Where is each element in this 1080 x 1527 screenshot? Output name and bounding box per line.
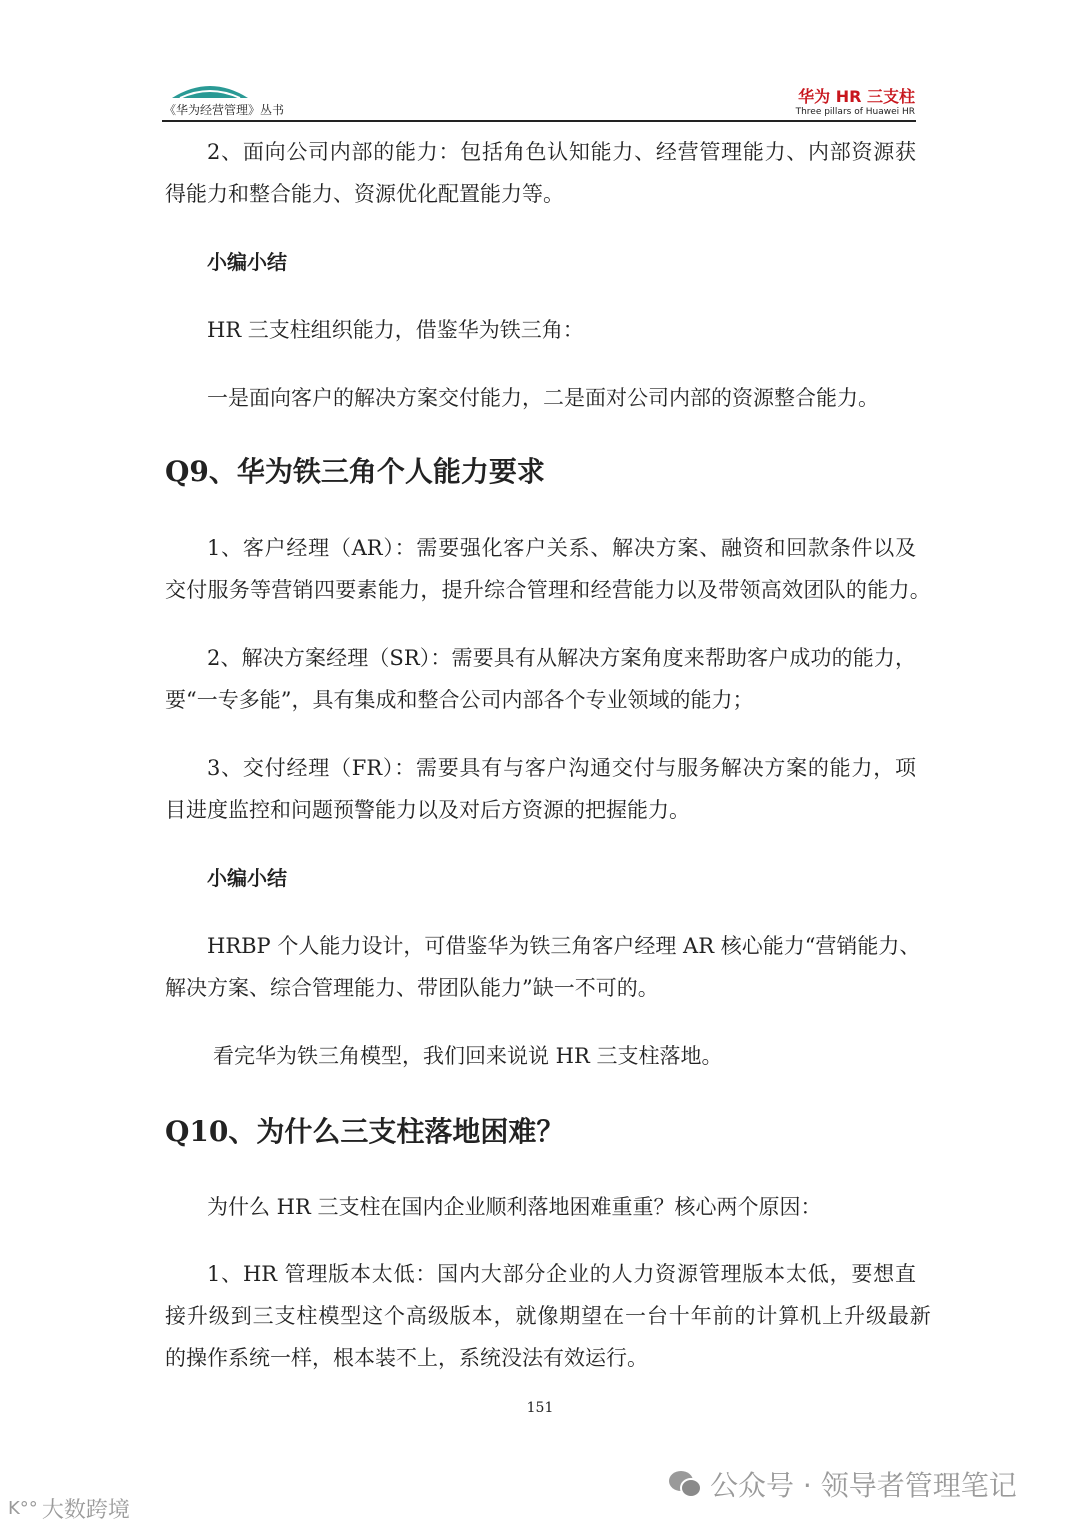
- logo-icon: [170, 78, 250, 100]
- paragraph-line: 要“一专多能”，具有集成和整合公司内部各个专业领域的能力；: [165, 688, 754, 712]
- book-series-title: 《华为经营管理》丛书: [164, 103, 285, 117]
- corner-logo-icon: K°°: [8, 1498, 38, 1519]
- paragraph-line: 一是面向客户的解决方案交付能力，二是面对公司内部的资源整合能力。: [207, 386, 879, 410]
- corner-watermark-text: 大数跨境: [41, 1498, 130, 1523]
- paragraph-line: 2、解决方案经理（SR）：需要具有从解决方案角度来帮助客户成功的能力，: [207, 646, 916, 670]
- brand-block: [796, 84, 915, 117]
- paragraph-line: 3、交付经理（FR）：需要具有与客户沟通交付与服务解决方案的能力，项: [207, 756, 916, 780]
- paragraph-line: 2、面向公司内部的能力：包括角色认知能力、经营管理能力、内部资源获: [207, 140, 916, 164]
- corner-watermark: [8, 1493, 130, 1524]
- summary-label: 小编小结: [207, 250, 287, 274]
- paragraph-line: HRBP 个人能力设计，可借鉴华为铁三角客户经理 AR 核心能力“营销能力、: [207, 934, 921, 958]
- paragraph-line: 的操作系统一样，根本装不上，系统没法有效运行。: [165, 1346, 648, 1370]
- paragraph-line: 解决方案、综合管理能力、带团队能力”缺一不可的。: [165, 976, 659, 1000]
- paragraph-line: 1、HR 管理版本太低：国内大部分企业的人力资源管理版本太低，要想直: [207, 1262, 916, 1286]
- brand-title: 华为 HR 三支柱: [798, 87, 915, 106]
- wechat-account-text: 公众号 · 领导者管理笔记: [710, 1469, 1017, 1502]
- paragraph-line: HR 三支柱组织能力，借鉴华为铁三角：: [207, 318, 584, 342]
- brand-subtitle: Three pillars of Huawei HR: [795, 107, 915, 117]
- section-heading-q10: Q10、为什么三支柱落地困难？: [165, 1115, 565, 1148]
- paragraph-line: 目进度监控和问题预警能力以及对后方资源的把握能力。: [165, 798, 690, 822]
- wechat-watermark: [668, 1464, 1017, 1504]
- paragraph-line: 交付服务等营销四要素能力，提升综合管理和经营能力以及带领高效团队的能力。: [165, 578, 930, 602]
- paragraph-line: 看完华为铁三角模型，我们回来说说 HR 三支柱落地。: [213, 1044, 723, 1068]
- summary-label: 小编小结: [207, 866, 287, 890]
- paragraph-line: 为什么 HR 三支柱在国内企业顺利落地困难重重？核心两个原因：: [207, 1195, 822, 1219]
- paragraph-line: 接升级到三支柱模型这个高级版本，就像期望在一台十年前的计算机上升级最新: [165, 1304, 930, 1328]
- header-divider: [162, 120, 916, 122]
- page-number: 151: [526, 1400, 554, 1416]
- section-heading-q9: Q9、华为铁三角个人能力要求: [165, 455, 545, 488]
- paragraph-line: 得能力和整合能力、资源优化配置能力等。: [165, 182, 564, 206]
- paragraph-line: 1、客户经理（AR）：需要强化客户关系、解决方案、融资和回款条件以及: [207, 536, 916, 560]
- wechat-icon: [668, 1469, 702, 1499]
